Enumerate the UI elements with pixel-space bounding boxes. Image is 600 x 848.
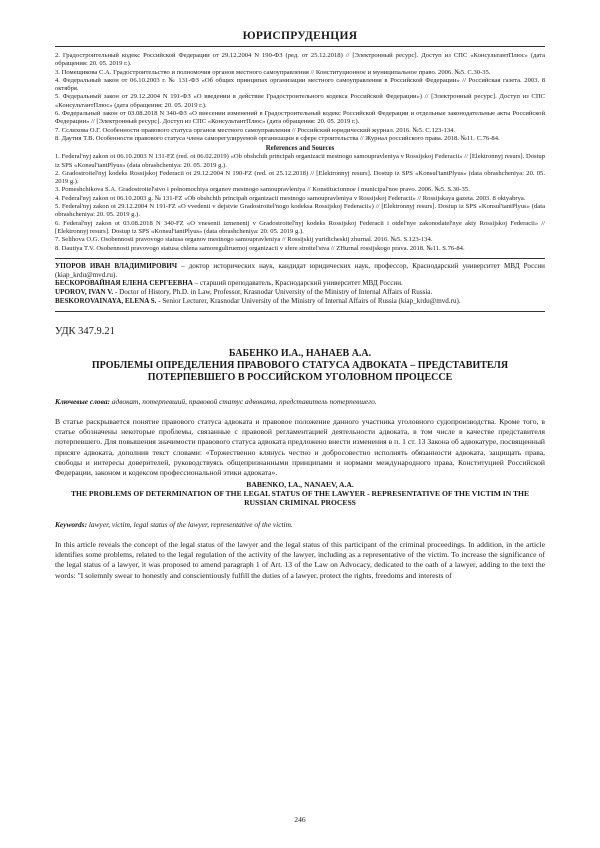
- keywords-en: [55, 520, 545, 530]
- article-authors-ru: БАБЕНКО И.А., НАНАЕВ А.А.: [228, 347, 372, 359]
- author-entry: [55, 262, 545, 280]
- author-description: - Senior Lecturer, Krasnodar University of the Ministry of Internal Affairs of Russia (kiap_krdu@mvd.ru).: [156, 297, 461, 306]
- reference-item: 3. Pomeshchikova S.A. Gradostroitel'stvo i polnomochiya organov mestnogo samoupravleniya // Konstitucionnoe i municipal'noe pravo. 2006. №5. S.30-35.: [55, 186, 470, 194]
- journal-section-header: ЮРИСПРУДЕНЦИЯ: [55, 30, 545, 47]
- reference-item: 5. Федеральный закон от 29.12.2004 N 191-ФЗ «О введении в действие Градостроительного кодекса Российской Федерации») // [Электронный ресурс]. Доступ из СПС «КонсультантПлюс» (дата обращения: 20. 05. 2019 г.).: [55, 93, 545, 109]
- reference-item: 8. Dautiya T.V. Osobennosti pravovogo statusa chlena samoreguliruemoj organizacii v sfere stroitel'stva // ZHurnal rossijskogo prava. 2018. №11. S.76-84.: [55, 244, 465, 252]
- reference-item: 5. Federal'nyj zakon ot 29.12.2004 N 191-FZ «O vvedenii v dejstvie Gradostroitel'nogo kodeksa Rossijskoj Federacii») // [Elektronnyj resurs]. Dostup iz SPS «Konsul'tantPlyus» (data obrashcheniya: 20. 05. 2019 g.).: [55, 203, 545, 219]
- reference-item: 1. Federal'nyj zakon ot 06.10.2003 N 131-FZ (red. ot 06.02.2019) «Ob obshchih principah organizacii mestnogo samoupravleniya v Rossijskoj Federacii» // [Elektronnyj resurs]. Dostup iz SPS «Konsul'tantPlyus» (data obrashcheniya: 20. 05. 2019 g.).: [55, 153, 545, 169]
- keywords-text: lawyer, victim, legal status of the lawyer, representative of the victim.: [87, 519, 293, 529]
- reference-item: 7. Selihova O.G. Osobennosti pravovogo statusa organov mestnogo samoupravleniya // Rossijskij yuridicheskij zhurnal. 2016. №5. S.123-134.: [55, 236, 433, 244]
- divider: [55, 258, 545, 259]
- keywords-label: Keywords:: [55, 519, 88, 529]
- author-name: БЕСКОРОВАЙНАЯ ЕЛЕНА СЕРГЕЕВНА: [55, 279, 193, 288]
- reference-item: 4. Федеральный закон от 06.10.2003 г. № 131-ФЗ «Об общих принципах организации местного самоуправления в Российской Федерации» // Российская газета. 2003. 8 октября.: [55, 76, 545, 93]
- reference-item: 4. Federal'nyj zakon ot 06.10.2003 g. № 131-FZ «Ob obshchih principah organizacii mestnogo samoupravleniya v Rossijskoj Federacii» // Rossijskaya gazeta. 2003. 8 oktyabrya.: [55, 194, 526, 202]
- reference-item: 6. Федеральный закон от 03.08.2018 N 340-ФЗ «О внесении изменений в Градостроительный кодекс Российской Федерации и отдельные законодательные акты Российской Федерации» // [Электронный ресурс]. Доступ из СПС «КонсультантПлюс» (дата обращения: 20. 05. 2019 г.).: [55, 110, 545, 126]
- author-description: - Doctor of History, Ph.D. in Law, Professor, Krasnodar University of the Ministry of Internal Affairs of Russia.: [113, 288, 433, 297]
- author-name: УПОРОВ ИВАН ВЛАДИМИРОВИЧ: [55, 261, 178, 270]
- references-russian: [55, 52, 545, 143]
- reference-item: 6. Federal'nyj zakon ot 03.08.2018 N 340-FZ «O vnesenii izmenenij v Gradostroitel'nyj kodeks Rossijskoj Federacii i otdel'nye zakonodatel'nye akty Rossijskoj Federacii» // [Elektronnyj resurs]. Dostup iz SPS «Konsul'tantPlyus» (data obrashcheniya: 20. 05. 2019 g.).: [55, 219, 545, 235]
- page-number: 246: [294, 815, 306, 824]
- abstract-ru: В статье раскрывается понятие правового статуса адвоката и правовое положение данного участника уголовного судопроизводства. Кроме того, в статье обозначены некоторые проблемы, связанные с правовой регламентацией деятельности адвоката, в том числе в качестве представителя потерпевшего. Для повышения значимости правового статуса адвоката предложено внести изменения в п. 1 ст. 13 Закона об адвокатуре, посвященный присяге адвоката, дополнив текст словами: «Торжественно клянусь честно и добросовестно исполнять обязанности адвоката, защищать права, свободы и интересы доверителей, руководствуясь общепризнанными принципами и нормами международного права, Конституцией Российской Федерации, законом и кодексом профессиональной этики адвоката».: [55, 416, 545, 478]
- author-name: UPOROV, IVAN V.: [55, 288, 114, 297]
- article-title-ru: ПРОБЛЕМЫ ОПРЕДЕЛЕНИЯ ПРАВОВОГО СТАТУСА АДВОКАТА – ПРЕДСТАВИТЕЛЯ ПОТЕРПЕВШЕГО В РОССИЙСКОМ УГОЛОВНОМ ПРОЦЕССЕ: [91, 359, 509, 384]
- udk-code: УДК 347.9.21: [55, 325, 115, 337]
- divider: [55, 311, 545, 312]
- author-entry: [55, 297, 545, 306]
- reference-item: 2. Gradostroitel'nyj kodeks Rossijskoj Federacii ot 29.12.2004 N 190-FZ (red. ot 25.12.2018) // [Elektronnyj resurs]. Dostup iz SPS «Konsul'tantPlyus» (data obrashcheniya: 20. 05. 2019 g.).: [55, 169, 545, 186]
- keywords-label: Ключевые слова:: [55, 396, 110, 406]
- article-authors-en: BABENKO, I.A., NANAEV, A.A.: [246, 479, 354, 489]
- article-heading-ru: [55, 347, 545, 385]
- reference-item: 7. Сслихова О.Г. Особенности правового статуса органов местного самоуправления // Российский юридический журнал. 2016. №5. С.123-134.: [55, 126, 456, 134]
- reference-item: 8. Даутия Т.В. Особенности правового статуса члена саморегулируемой организации в сфере строительства // Журнал российского права. 2018. №11. С.76-84.: [55, 134, 500, 142]
- author-entry: [55, 288, 545, 297]
- author-info: [55, 262, 545, 306]
- author-entry: [55, 279, 545, 288]
- references-title: References and Sources: [265, 145, 335, 153]
- keywords-ru: [55, 397, 545, 407]
- author-name: BESKOROVAINAYA, ELENA S.: [55, 297, 157, 306]
- keywords-text: адвокат, потерпевший, правовой статус адвоката, представитель потерпевшего.: [110, 396, 377, 406]
- abstract-en: In this article reveals the concept of the legal status of the lawyer and the legal status of this participant of the criminal proceedings. In addition, in the article identifies some problems, related to the legal regulation of the activity of the lawyer, including as a representative of the victim. To increase the significance of the legal status of a lawyer, it was proposed to amend paragraph 1 of Art. 13 of the Law on Advocacy, dedicated to the oath of a lawyer, adding to the text the words: "I solemnly swear to honestly and conscientiously fulfill the duties of a lawyer, protect the rights, freedoms and interests of: [55, 539, 545, 580]
- article-title-en: THE PROBLEMS OF DETERMINATION OF THE LEGAL STATUS OF THE LAWYER - REPRESENTATIVE OF THE VICTIM IN THE RUSSIAN CRIMINAL PROCESS: [70, 489, 530, 508]
- author-description: – старший преподаватель, Краснодарский университет МВД России.: [192, 279, 403, 288]
- article-heading-en: [55, 480, 545, 508]
- references-english: [55, 153, 545, 253]
- reference-item: 2. Градостроительный кодекс Российской Федерации от 29.12.2004 N 190-ФЗ (ред. от 25.12.2018) // [Электронный ресурс]. Доступ из СПС «КонсультантПлюс» (дата обращения: 20. 05. 2019 г.).: [55, 52, 545, 68]
- author-description: – доктор исторических наук, кандидат юридических наук, профессор, Краснодарский университет МВД России (kiap_krdu@mvd.ru).: [55, 261, 545, 279]
- reference-item: 3. Помещикова С.А. Градостроительство и полномочия органов местного самоуправления // Конституционное и муниципальное право. 2006. №5. С.30-35.: [55, 68, 491, 76]
- page: [55, 30, 545, 581]
